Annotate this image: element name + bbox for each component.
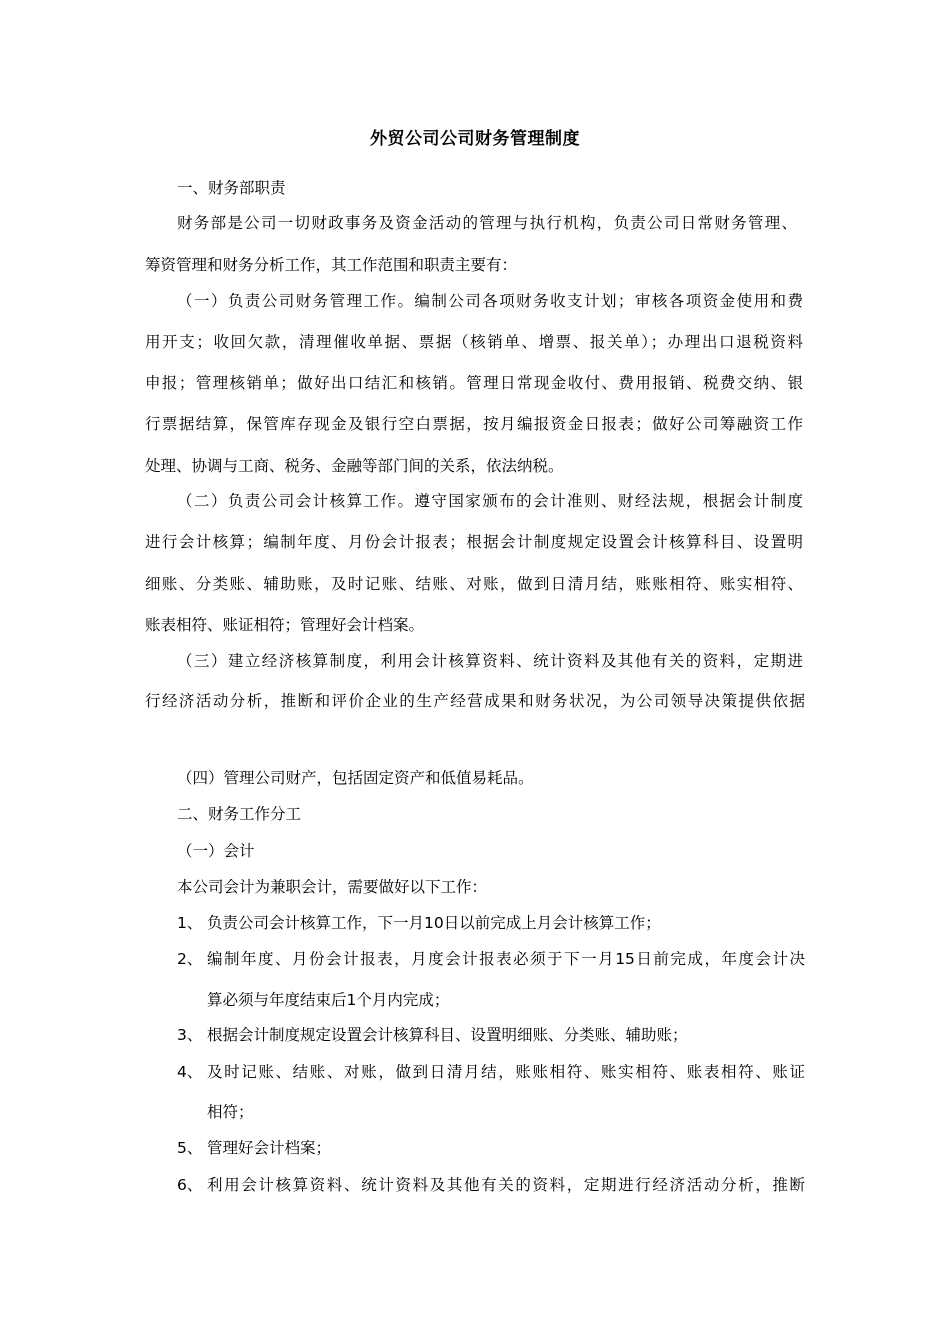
list-item-text: 根据会计制度规定设置会计核算科目、设置明细账、分类账、辅助账； xyxy=(207,1026,688,1044)
list-item-text: 管理好会计档案； xyxy=(207,1139,332,1157)
list-item-text: 及时记账、结账、对账，做到日清月结，账账相符、账实相符、账表相符、账证 xyxy=(207,1063,805,1081)
paragraph-3-line: （二）负责公司会计核算工作。遵守国家颁布的会计准则、财经法规，根据会计制度 xyxy=(177,492,803,510)
list-item-number: 6、 xyxy=(177,1176,203,1194)
paragraph-1-line: 筹资管理和财务分析工作，其工作范围和职责主要有： xyxy=(145,256,518,274)
paragraph-3-line: 账表相符、账证相符；管理好会计档案。 xyxy=(145,616,425,634)
document-title: 外贸公司公司财务管理制度 xyxy=(370,129,580,149)
list-item-text: 相符； xyxy=(207,1103,254,1121)
list-item-number: 3、 xyxy=(177,1026,203,1044)
list-item-number: 4、 xyxy=(177,1063,203,1081)
paragraph-2-line: 用开支；收回欠款，清理催收单据、票据（核销单、增票、报关单）；办理出口退税资料 xyxy=(145,333,803,351)
section-1-heading: 一、财务部职责 xyxy=(177,179,286,197)
section-2-heading: 二、财务工作分工 xyxy=(177,805,302,823)
paragraph-3-line: 细账、分类账、辅助账，及时记账、结账、对账，做到日清月结，账账相符、账实相符、 xyxy=(145,575,803,593)
paragraph-2-line: 处理、协调与工商、税务、金融等部门间的关系，依法纳税。 xyxy=(145,457,564,475)
section-2-intro: 本公司会计为兼职会计，需要做好以下工作： xyxy=(177,878,488,896)
list-item-number: 1、 xyxy=(177,914,203,932)
paragraph-4-line: 行经济活动分析，推断和评价企业的生产经营成果和财务状况，为公司领导决策提供依据 xyxy=(145,692,805,710)
list-item-text: 利用会计核算资料、统计资料及其他有关的资料，定期进行经济活动分析，推断 xyxy=(207,1176,805,1194)
paragraph-2-line: （一）负责公司财务管理工作。编制公司各项财务收支计划；审核各项资金使用和费 xyxy=(177,292,803,310)
paragraph-4-line: （三）建立经济核算制度，利用会计核算资料、统计资料及其他有关的资料，定期进 xyxy=(177,652,803,670)
list-item-text: 编制年度、月份会计报表，月度会计报表必须于下一月15日前完成，年度会计决 xyxy=(207,950,805,968)
list-item-number: 5、 xyxy=(177,1139,203,1157)
paragraph-2-line: 行票据结算，保管库存现金及银行空白票据，按月编报资金日报表；做好公司筹融资工作 xyxy=(145,415,803,433)
list-item-text: 负责公司会计核算工作，下一月10日以前完成上月会计核算工作； xyxy=(207,914,661,932)
paragraph-3-line: 进行会计核算；编制年度、月份会计报表；根据会计制度规定设置会计核算科目、设置明 xyxy=(145,533,803,551)
list-item-number: 2、 xyxy=(177,950,203,968)
paragraph-1-line: 财务部是公司一切财政事务及资金活动的管理与执行机构，负责公司日常财务管理、 xyxy=(177,214,797,232)
paragraph-2-line: 申报；管理核销单；做好出口结汇和核销。管理日常现金收付、费用报销、税费交纳、银 xyxy=(145,374,803,392)
section-2-subheading: （一）会计 xyxy=(177,842,255,860)
list-item-text: 算必须与年度结束后1个月内完成； xyxy=(207,991,450,1009)
paragraph-5: （四）管理公司财产，包括固定资产和低值易耗品。 xyxy=(177,769,534,787)
